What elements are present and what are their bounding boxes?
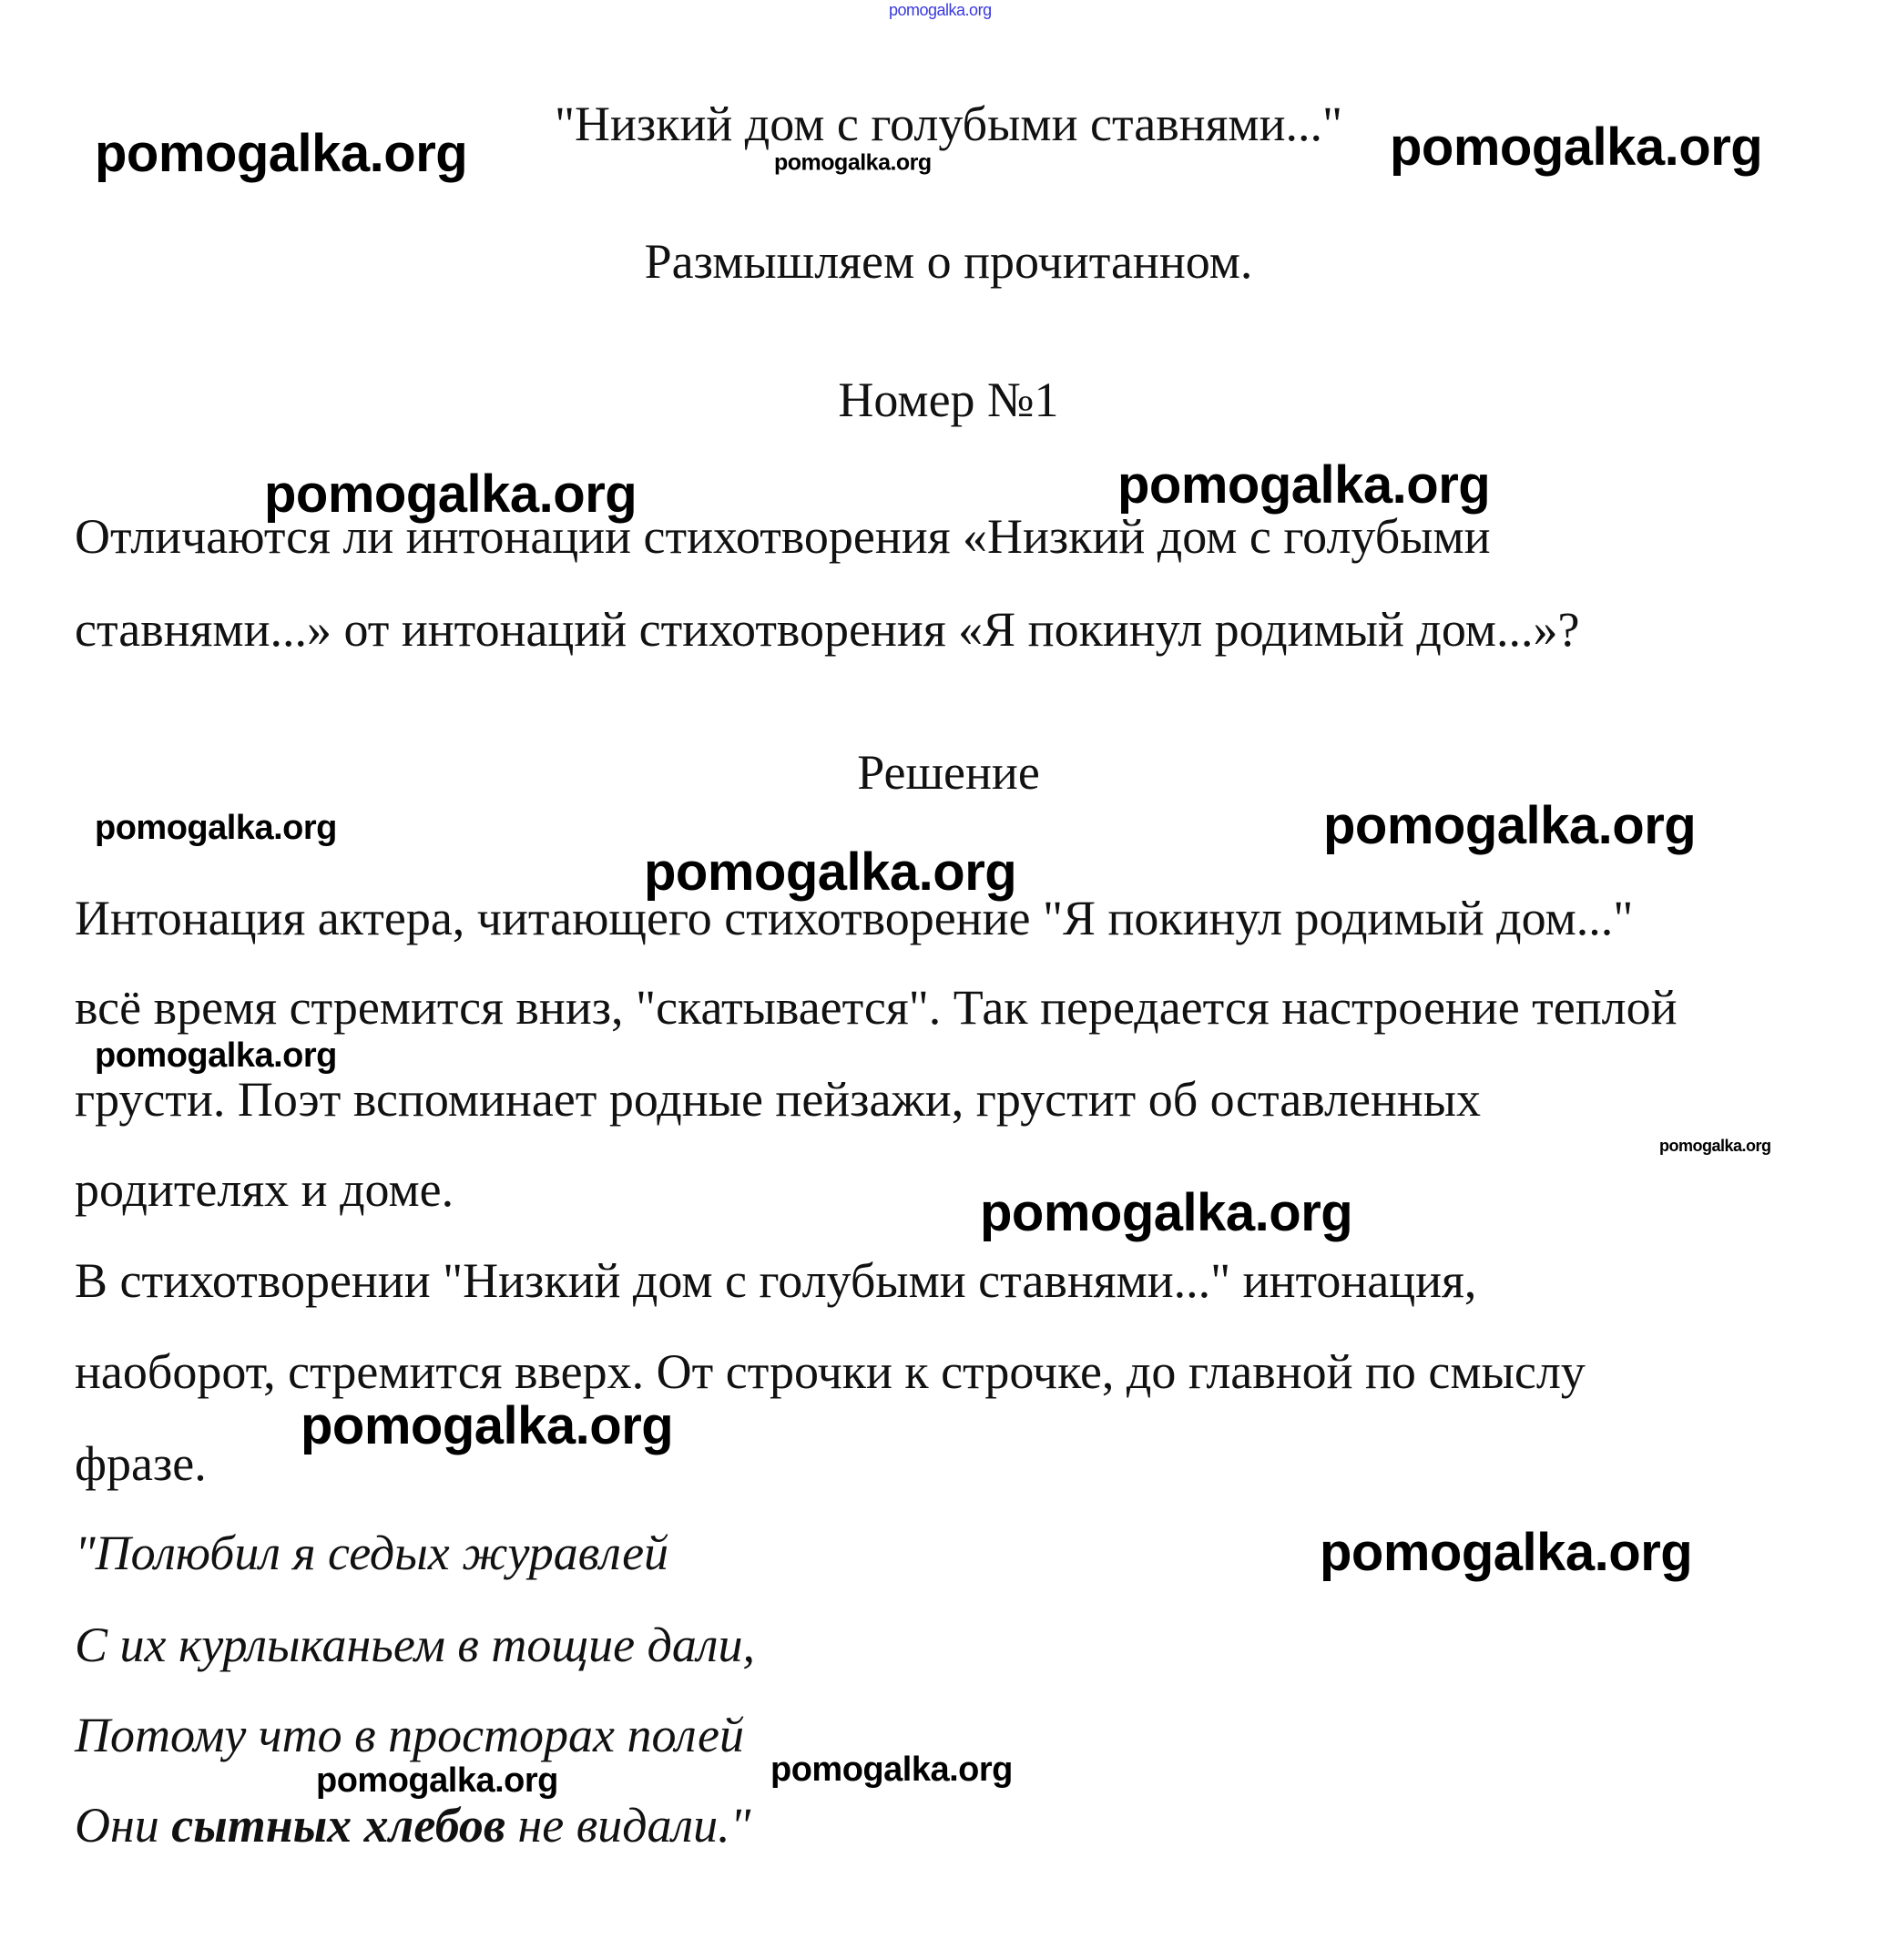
poem-bold-phrase: сытных хлебов [171,1798,506,1853]
document-title: "Низкий дом с голубыми ставнями..." [554,97,1343,151]
watermark: pomogalka.org [1323,796,1697,855]
answer-line: всё время стремится вниз, "скатывается". Так передается настроение теплой [75,980,1678,1035]
watermark-top-link[interactable]: pomogalka.org [889,1,992,19]
question-line: Отличаются ли интонации стихотворения «Низкий дом с голубыми [75,509,1491,564]
watermark: pomogalka.org [95,809,337,847]
watermark: pomogalka.org [95,1036,337,1075]
watermark: pomogalka.org [95,124,468,183]
answer-line: Интонация актера, читающего стихотворение "Я покинул родимый дом..." [75,891,1634,945]
watermark: pomogalka.org [264,464,637,524]
watermark: pomogalka.org [301,1396,674,1455]
watermark: pomogalka.org [1117,455,1491,515]
poem-line: С их курлыканьем в тощие дали, [75,1618,755,1672]
watermark: pomogalka.org [1659,1137,1771,1155]
watermark: pomogalka.org [1320,1523,1693,1582]
poem-line [75,1798,751,1853]
watermark: pomogalka.org [644,842,1017,902]
poem-line: "Полюбил я седых журавлей [75,1526,669,1580]
answer-line: родителях и доме. [75,1162,454,1217]
section-subtitle: Размышляем о прочитанном. [644,234,1253,289]
poem-line: Потому что в просторах полей [75,1708,745,1762]
answer-line: фразе. [75,1436,207,1491]
watermark: pomogalka.org [316,1761,558,1800]
exercise-number: Номер №1 [838,373,1059,427]
watermark: pomogalka.org [1390,117,1763,177]
watermark: pomogalka.org [774,149,932,176]
answer-line: наоборот, стремится вверх. От строчки к строчке, до главной по смыслу [75,1344,1586,1399]
answer-line: В стихотворении "Низкий дом с голубыми ставнями..." интонация, [75,1253,1477,1308]
answer-line: грусти. Поэт вспоминает родные пейзажи, грустит об оставленных [75,1072,1481,1127]
poem-text: Они [75,1798,172,1853]
watermark: pomogalka.org [980,1183,1353,1242]
solution-heading: Решение [857,745,1040,800]
watermark: pomogalka.org [770,1751,1013,1789]
poem-text: не видали." [505,1798,751,1853]
question-line: ставнями...» от интонаций стихотворения «Я покинул родимый дом...»? [75,602,1580,657]
